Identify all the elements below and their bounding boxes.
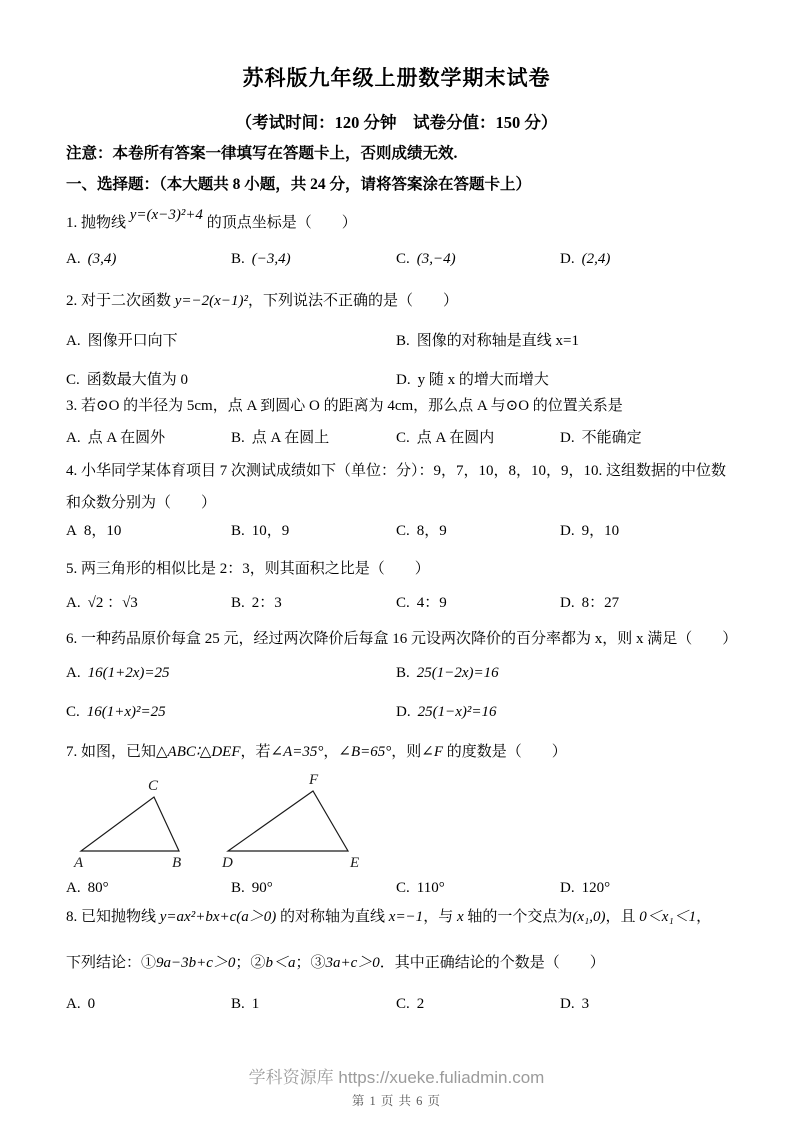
option-value: 80° bbox=[87, 880, 109, 896]
math-formula: ∠A=35° bbox=[270, 744, 324, 760]
math-formula: 3a+c＞0 bbox=[325, 955, 380, 971]
option-1-b bbox=[231, 248, 396, 270]
option-label: C. bbox=[396, 430, 410, 446]
option-6-d bbox=[396, 701, 730, 723]
question-7-options bbox=[66, 877, 730, 899]
stem-text: ，与 bbox=[423, 909, 457, 925]
math-formula: 9a−3b+c＞0 bbox=[156, 955, 236, 971]
question-6 bbox=[66, 628, 738, 723]
option-3-a bbox=[66, 427, 231, 449]
option-8-a bbox=[66, 993, 231, 1015]
question-4 bbox=[66, 455, 730, 542]
option-value: 2：3 bbox=[251, 595, 282, 611]
vertex-label-a: A bbox=[74, 855, 84, 871]
vertex-label-d: D bbox=[222, 855, 233, 871]
option-1-a bbox=[66, 248, 231, 270]
option-3-c bbox=[396, 427, 560, 449]
question-1 bbox=[66, 207, 730, 270]
question-8 bbox=[66, 906, 756, 1015]
option-value: 10，9 bbox=[251, 523, 290, 539]
option-8-c bbox=[396, 993, 560, 1015]
option-label: C. bbox=[396, 996, 410, 1012]
stem-text: 2. 对于二次函数 bbox=[66, 293, 175, 309]
math-formula: b＜a bbox=[265, 955, 296, 971]
option-label: C. bbox=[396, 880, 410, 896]
option-label: A. bbox=[66, 251, 81, 267]
option-8-b bbox=[231, 993, 396, 1015]
option-label: B. bbox=[396, 665, 410, 681]
option-5-a bbox=[66, 592, 231, 614]
option-6-a bbox=[66, 662, 396, 684]
page-title: 苏科版九年级上册数学期末试卷 bbox=[242, 66, 551, 90]
similar-triangles-figure bbox=[66, 773, 366, 873]
math-formula: 0＜x₁＜1 bbox=[639, 909, 697, 925]
stem-text: ，下列说法不正确的是（ ） bbox=[247, 293, 458, 309]
option-label: D. bbox=[560, 251, 575, 267]
question-4-stem bbox=[66, 455, 730, 519]
option-7-d bbox=[560, 877, 730, 899]
stem-text: ；② bbox=[235, 955, 266, 971]
stem-text: 的对称轴为直线 bbox=[276, 909, 389, 925]
option-value: 8，9 bbox=[416, 523, 447, 539]
option-7-c bbox=[396, 877, 560, 899]
question-2-stem bbox=[66, 290, 730, 312]
question-6-stem bbox=[66, 628, 738, 650]
stem-text: ， bbox=[696, 909, 712, 925]
stem-text: 1. 抛物线 bbox=[66, 215, 130, 231]
question-5 bbox=[66, 558, 730, 614]
option-label: B. bbox=[231, 996, 245, 1012]
option-2-b bbox=[396, 330, 730, 352]
stem-text: ．其中正确结论的个数是（ ） bbox=[379, 955, 605, 971]
option-2-c bbox=[66, 369, 396, 391]
option-value: 4：9 bbox=[416, 595, 447, 611]
math-formula: y=ax²+bx+c(a＞0) bbox=[159, 909, 277, 925]
stem-text: 7. 如图，已知 bbox=[66, 744, 157, 760]
option-value: (−3,4) bbox=[251, 251, 291, 267]
option-2-d bbox=[396, 369, 730, 391]
option-label: B. bbox=[231, 880, 245, 896]
option-value: 0 bbox=[87, 996, 96, 1012]
question-2-options bbox=[66, 330, 730, 391]
option-label: D. bbox=[560, 430, 575, 446]
option-label: B. bbox=[231, 430, 245, 446]
option-value: 函数最大值为 0 bbox=[86, 372, 189, 388]
option-1-d bbox=[560, 248, 730, 270]
option-6-c bbox=[66, 701, 396, 723]
stem-text: 8. 已知抛物线 bbox=[66, 909, 160, 925]
option-value: 16(1+x)²=25 bbox=[86, 704, 166, 720]
stem-text: 3. 若⊙O 的半径为 5cm，点 A 到圆心 O 的距离为 4cm，那么点 A 与⊙O 的位置关系是 bbox=[66, 398, 623, 414]
vertex-label-f: F bbox=[309, 773, 319, 788]
triangle-def bbox=[228, 791, 348, 851]
vertex-label-c: C bbox=[148, 778, 159, 794]
option-value: 图像开口向下 bbox=[87, 333, 178, 349]
option-1-c bbox=[396, 248, 560, 270]
stem-text: 的度数是（ ） bbox=[442, 744, 567, 760]
stem-text: 轴的一个交点为 bbox=[463, 909, 573, 925]
question-5-options bbox=[66, 592, 730, 614]
option-label: D. bbox=[396, 704, 411, 720]
option-label: C. bbox=[396, 595, 410, 611]
option-5-b bbox=[231, 592, 396, 614]
stem-text: ；③ bbox=[295, 955, 326, 971]
option-value: 图像的对称轴是直线 x=1 bbox=[416, 333, 579, 349]
option-value: 不能确定 bbox=[581, 430, 642, 446]
vertex-label-e: E bbox=[350, 855, 360, 871]
watermark-text: 学科资源库 https://xueke.fuliadmin.com bbox=[248, 1068, 545, 1087]
question-3 bbox=[66, 395, 730, 449]
option-value: 16(1+2x)=25 bbox=[87, 665, 170, 681]
exam-meta: （考试时间：120 分钟 试卷分值：150 分） bbox=[235, 113, 558, 132]
option-4-a bbox=[66, 520, 231, 542]
option-label: C. bbox=[66, 372, 80, 388]
option-4-c bbox=[396, 520, 560, 542]
question-7 bbox=[66, 741, 730, 899]
option-label: C. bbox=[66, 704, 80, 720]
option-value: 1 bbox=[251, 996, 260, 1012]
option-label: B. bbox=[231, 251, 245, 267]
question-7-stem bbox=[66, 741, 730, 763]
question-1-stem bbox=[66, 207, 730, 234]
option-label: B. bbox=[231, 595, 245, 611]
option-label: A. bbox=[66, 665, 81, 681]
math-formula: x bbox=[456, 909, 464, 925]
question-4-options bbox=[66, 520, 730, 542]
question-8-stem-line1 bbox=[66, 906, 756, 928]
option-value: 3 bbox=[581, 996, 590, 1012]
option-value: √2 ：√3 bbox=[87, 595, 138, 611]
stem-text: ，则 bbox=[391, 744, 422, 760]
exam-notice: 注意：本卷所有答案一律填写在答题卡上，否则成绩无效. bbox=[66, 145, 458, 162]
option-label: A. bbox=[66, 430, 81, 446]
option-value: 9，10 bbox=[581, 523, 620, 539]
stem-text: 6. 一种药品原价每盒 25 元，经过两次降价后每盒 16 元设两次降价的百分率都为 x，则 x 满足（ ） bbox=[66, 631, 738, 647]
stem-text: ，若 bbox=[240, 744, 271, 760]
section-1-heading: 一、选择题：（本大题共 8 小题，共 24 分，请将答案涂在答题卡上） bbox=[66, 176, 532, 193]
option-label: D. bbox=[560, 996, 575, 1012]
option-label: D. bbox=[560, 523, 575, 539]
option-label: A. bbox=[66, 595, 81, 611]
page-number: 第 1 页 共 6 页 bbox=[351, 1094, 442, 1108]
option-label: B. bbox=[396, 333, 410, 349]
option-label: D. bbox=[396, 372, 411, 388]
option-label: C. bbox=[396, 251, 410, 267]
option-value: 25(1−x)²=16 bbox=[417, 704, 497, 720]
option-label: C. bbox=[396, 523, 410, 539]
question-2 bbox=[66, 290, 730, 391]
option-value: 120° bbox=[581, 880, 611, 896]
option-7-b bbox=[231, 877, 396, 899]
option-value: 8，10 bbox=[83, 523, 122, 539]
option-label: D. bbox=[560, 880, 575, 896]
math-formula: x=−1 bbox=[388, 909, 424, 925]
stem-text: 的顶点坐标是（ ） bbox=[202, 215, 357, 231]
math-formula: △ABC∶△DEF bbox=[156, 744, 241, 760]
stem-text: ，且 bbox=[605, 909, 640, 925]
option-value: 8：27 bbox=[581, 595, 620, 611]
option-value: (3,−4) bbox=[416, 251, 456, 267]
option-4-b bbox=[231, 520, 396, 542]
math-formula: (x₁,0) bbox=[572, 909, 606, 925]
question-3-options bbox=[66, 427, 730, 449]
option-value: y 随 x 的增大而增大 bbox=[417, 372, 549, 388]
option-value: (3,4) bbox=[87, 251, 117, 267]
option-value: 点 A 在圆内 bbox=[416, 430, 495, 446]
option-label: B. bbox=[231, 523, 245, 539]
math-formula: ∠B=65° bbox=[338, 744, 392, 760]
option-7-a bbox=[66, 877, 231, 899]
option-6-b bbox=[396, 662, 730, 684]
option-label: A. bbox=[66, 333, 81, 349]
question-6-options bbox=[66, 662, 730, 723]
question-5-stem bbox=[66, 558, 730, 580]
triangle-abc bbox=[81, 797, 179, 851]
stem-text: 4. 小华同学某体育项目 7 次测试成绩如下（单位：分）：9，7，10，8，10，9，10. 这组数据的中位数和众数分别为（ ） bbox=[66, 463, 727, 511]
stem-text: 5. 两三角形的相似比是 2：3，则其面积之比是（ ） bbox=[66, 561, 430, 577]
option-label: A. bbox=[66, 880, 81, 896]
question-3-stem bbox=[66, 395, 730, 417]
option-label: A bbox=[66, 523, 77, 539]
option-4-d bbox=[560, 520, 730, 542]
option-5-c bbox=[396, 592, 560, 614]
math-formula: ∠F bbox=[421, 744, 443, 760]
option-8-d bbox=[560, 993, 756, 1015]
option-2-a bbox=[66, 330, 396, 352]
option-value: 点 A 在圆外 bbox=[87, 430, 166, 446]
option-value: (2,4) bbox=[581, 251, 611, 267]
stem-text: 下列结论：① bbox=[66, 955, 157, 971]
question-8-options bbox=[66, 993, 756, 1015]
stem-text: ， bbox=[323, 744, 339, 760]
question-8-stem-line2 bbox=[66, 952, 756, 974]
math-formula: y=−2(x−1)² bbox=[174, 293, 248, 309]
math-formula: y=(x−3)²+4 bbox=[129, 207, 203, 223]
option-3-d bbox=[560, 427, 730, 449]
question-1-options bbox=[66, 248, 730, 270]
option-5-d bbox=[560, 592, 730, 614]
option-label: D. bbox=[560, 595, 575, 611]
option-value: 点 A 在圆上 bbox=[251, 430, 330, 446]
option-label: A. bbox=[66, 996, 81, 1012]
option-value: 110° bbox=[416, 880, 445, 896]
option-value: 2 bbox=[416, 996, 425, 1012]
vertex-label-b: B bbox=[172, 855, 182, 871]
option-3-b bbox=[231, 427, 396, 449]
option-value: 25(1−2x)=16 bbox=[416, 665, 499, 681]
option-value: 90° bbox=[251, 880, 273, 896]
